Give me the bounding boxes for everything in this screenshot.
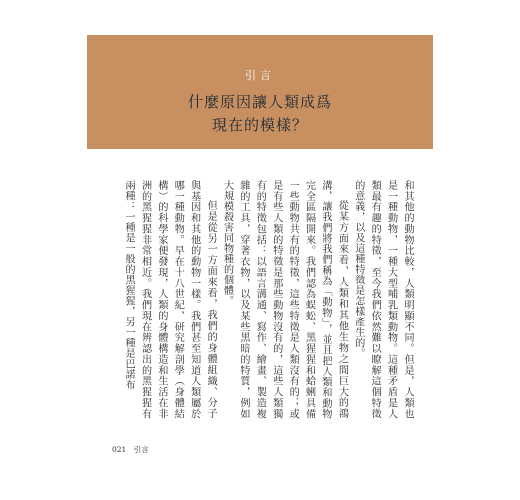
footer-section: 引言	[133, 445, 149, 454]
body-text	[110, 180, 415, 419]
section-label: 引言	[245, 69, 275, 82]
page-footer	[112, 444, 154, 455]
chapter-title-line-1: 什麼原因讓人類成爲	[187, 93, 332, 111]
page-number: 021	[112, 445, 127, 454]
paragraph-2: 從某方面來看，人類和其他生物之間巨大的鴻溝，讓我們將我們稱為「動物」，並且把人類和動物完全區隔開來。我們認為蜈蚣、黑猩猩和蛤蜊具備一些動物共有的特徵，這些特徵是人類沒有的；或是有些人類的特徵是那些動物沒有的，這些人類獨有的特徵包括：以語言溝通、寫作、繪畫、製造複雜的工具，穿著衣物，以及某些黑暗的特質，例如大規模殺害同物種的個體。	[221, 180, 348, 419]
paragraph-3: 但是從另一方面來看，我們的身體組織、分子與基因和其他的動物一樣。我們甚至知道人類屬於哪一種動物。早在十八世紀，研究解剖學（身體結構）的科學家便發現，人類的身體構造和生活在非洲的黑猩猩非常相近。我們現在辨認出的黑猩猩有兩種：一種是一般的黑猩猩，另一種是巴諾布	[123, 180, 217, 419]
chapter-title-line-2: 現在的模樣？	[211, 116, 308, 134]
chapter-banner	[87, 35, 433, 149]
paragraph-1: 和其他的動物比較，人類明顯不同。但是，人類也是一種動物，一種大型哺乳類動物。這種矛盾是人類最有趣的特徵，至今我們依然難以瞭解這個特徵的意義，以及這種特徵是怎樣產生的。	[352, 180, 413, 419]
